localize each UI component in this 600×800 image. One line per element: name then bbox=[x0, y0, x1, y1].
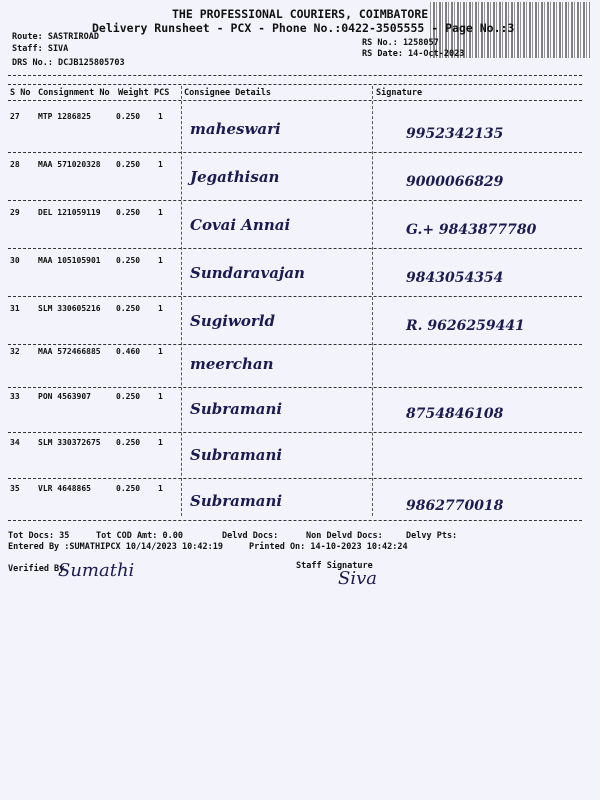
serial-number: 30 bbox=[10, 256, 20, 265]
row-divider bbox=[8, 432, 582, 433]
serial-number: 31 bbox=[10, 304, 20, 313]
serial-number: 34 bbox=[10, 438, 20, 447]
tot-docs: Tot Docs: 35 bbox=[8, 531, 70, 541]
delvd-docs: Delvd Docs: bbox=[222, 531, 279, 541]
consignee-name: Sugiworld bbox=[190, 312, 275, 330]
pieces: 1 bbox=[158, 438, 163, 447]
consignment-number: SLM 330372675 bbox=[38, 438, 101, 447]
col-signature: Signature bbox=[376, 88, 423, 98]
staff-signature-label: Staff Signature bbox=[296, 561, 373, 571]
signature-value: G.+ 9843877780 bbox=[406, 222, 537, 238]
verified-signature: Sumathi bbox=[58, 560, 135, 581]
weight: 0.250 bbox=[116, 160, 141, 169]
consignee-name: Subramani bbox=[190, 446, 283, 464]
signature-value: R. 9626259441 bbox=[406, 318, 525, 334]
row-divider bbox=[8, 296, 582, 297]
row-divider bbox=[8, 478, 582, 479]
staff: Staff: SIVA bbox=[12, 44, 69, 54]
table-row bbox=[8, 108, 582, 156]
delvy-pts: Delvy Pts: bbox=[406, 531, 458, 541]
pieces: 1 bbox=[158, 392, 163, 401]
consignment-number: MAA 572466885 bbox=[38, 347, 101, 356]
consignee-name: meerchan bbox=[190, 355, 274, 373]
consignee-name: maheswari bbox=[190, 120, 281, 138]
consignment-number: MAA 105105901 bbox=[38, 256, 101, 265]
pieces: 1 bbox=[158, 347, 163, 356]
consignment-number: SLM 330605216 bbox=[38, 304, 101, 313]
tot-cod: Tot COD Amt: 0.00 bbox=[96, 531, 183, 541]
col-consignee: Consignee Details bbox=[184, 88, 271, 98]
consignment-number: DEL 121059119 bbox=[38, 208, 101, 217]
col-sno: S No bbox=[10, 88, 31, 98]
route: Route: SASTRIROAD bbox=[12, 32, 99, 42]
consignment-number: MAA 571020328 bbox=[38, 160, 101, 169]
weight: 0.250 bbox=[116, 392, 141, 401]
consignee-name: Subramani bbox=[190, 492, 283, 510]
row-divider bbox=[8, 200, 582, 201]
serial-number: 29 bbox=[10, 208, 20, 217]
col-consignment: Consignment No bbox=[38, 88, 110, 98]
table-row bbox=[8, 300, 582, 348]
consignee-name: Covai Annai bbox=[190, 216, 291, 234]
serial-number: 28 bbox=[10, 160, 20, 169]
table-row bbox=[8, 343, 582, 391]
serial-number: 35 bbox=[10, 484, 20, 493]
rs-number: RS No.: 1258057 bbox=[362, 38, 439, 48]
signature-value: 9843054354 bbox=[406, 270, 504, 286]
signature-value: 9952342135 bbox=[406, 126, 504, 142]
table-row bbox=[8, 252, 582, 300]
col-pcs: PCS bbox=[154, 88, 170, 98]
weight: 0.250 bbox=[116, 112, 141, 121]
pieces: 1 bbox=[158, 256, 163, 265]
table-row bbox=[8, 156, 582, 204]
weight: 0.250 bbox=[116, 208, 141, 217]
table-row bbox=[8, 434, 582, 482]
signature-value: 9862770018 bbox=[406, 498, 504, 514]
row-divider bbox=[8, 152, 582, 153]
weight: 0.460 bbox=[116, 347, 141, 356]
entered-by: Entered By :SUMATHIPCX 10/14/2023 10:42:19 bbox=[8, 542, 223, 552]
pieces: 1 bbox=[158, 484, 163, 493]
consignee-name: Sundaravajan bbox=[190, 264, 305, 282]
consignment-number: VLR 4648865 bbox=[38, 484, 91, 493]
weight: 0.250 bbox=[116, 484, 141, 493]
company-name: THE PROFESSIONAL COURIERS, COIMBATORE bbox=[172, 7, 429, 21]
signature-value: 9000066829 bbox=[406, 174, 504, 190]
row-divider bbox=[8, 248, 582, 249]
runsheet-title: Delivery Runsheet - PCX - Phone No.:0422-3505555 - Page No.:3 bbox=[92, 21, 515, 35]
serial-number: 32 bbox=[10, 347, 20, 356]
table-row bbox=[8, 388, 582, 436]
weight: 0.250 bbox=[116, 304, 141, 313]
col-weight: Weight bbox=[118, 88, 149, 98]
consignment-number: MTP 1286825 bbox=[38, 112, 91, 121]
table-row bbox=[8, 204, 582, 252]
printed-on: Printed On: 14-10-2023 10:42:24 bbox=[249, 542, 408, 552]
staff-signature: Siva bbox=[338, 568, 377, 589]
consignee-name: Jegathisan bbox=[190, 168, 280, 186]
weight: 0.250 bbox=[116, 256, 141, 265]
serial-number: 27 bbox=[10, 112, 20, 121]
non-delvd-docs: Non Delvd Docs: bbox=[306, 531, 383, 541]
serial-number: 33 bbox=[10, 392, 20, 401]
signature-value: 8754846108 bbox=[406, 406, 504, 422]
pieces: 1 bbox=[158, 208, 163, 217]
consignee-name: Subramani bbox=[190, 400, 283, 418]
pieces: 1 bbox=[158, 160, 163, 169]
pieces: 1 bbox=[158, 112, 163, 121]
drs-number: DRS No.: DCJB125805703 bbox=[12, 58, 125, 68]
pieces: 1 bbox=[158, 304, 163, 313]
weight: 0.250 bbox=[116, 438, 141, 447]
rs-date: RS Date: 14-Oct-2023 bbox=[362, 49, 465, 59]
consignment-number: PON 4563907 bbox=[38, 392, 91, 401]
verified-by-label: Verified By bbox=[8, 564, 65, 574]
